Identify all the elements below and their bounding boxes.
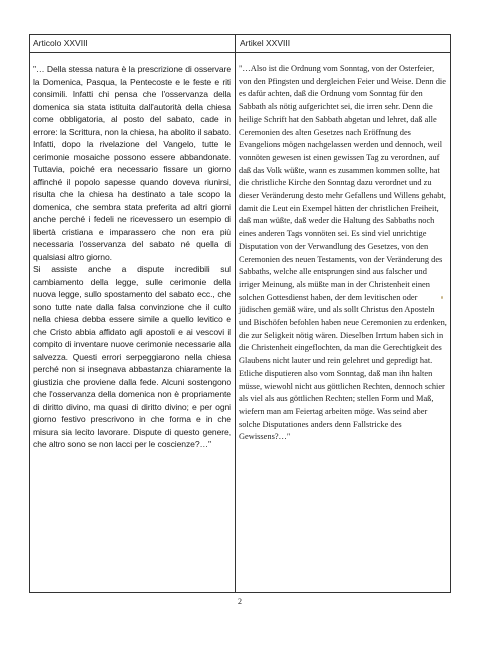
german-heading: Artikel XXVIII (240, 38, 291, 48)
italian-heading: Articolo XXVIII (33, 38, 88, 48)
page-number: 2 (238, 597, 242, 606)
header-divider (30, 52, 450, 53)
italian-text: "… Della stessa natura è la prescrizione di osservare la Domenica, Pasqua, la Pentecoste e le feste e riti consimili. Infatti chi pensa che l'osservanza della domenica sia stata istituita dall'autorità della chiesa come obbligatoria, al posto del sabato, cade in errore: la Scrittura, non la chiesa, ha abolito il sabato. Infatti, dopo la rivelazione del Vangelo, tutte le cerimonie mosaiche possono essere abbandonate. Tuttavia, poiché era necessario fissare un giorno affinché il popolo sapesse quando doveva riunirsi, risulta che la chiesa ha destinato a tale scopo la domenica, che sembra stata preferita ad altri giorni anche perché i fedeli ne ricevessero un esempio di libertà cristiana e imparassero che non era più necessaria l'osservanza del sabato né quella di qualsiasi altro giorno. Si assiste anche a dispute incredibili sul cambiamento della legge, sulle cerimonie della nuova legge, sullo spostamento del sabato ecc., che sono tutte nate dalla falsa convinzione che il culto nella chiesa debba essere simile a quello levitico e che Cristo abbia affidato agli apostoli e ai vescovi il compito di inventare nuove cerimonie necessarie alla salvezza. Questi errori serpeggiarono nella chiesa perché non si insegnava abbastanza chiaramente la giustizia che proviene dalla fede. Alcuni sostengono che l'osservanza della domenica non è propriamente di diritto divino, ma quasi di diritto divino; e per ogni giorno festivo prescrivono in che forma e in che misura sia lecito lavorare. Dispute di questo genere, che altro sono se non lacci per le coscienze?…" (33, 64, 231, 449)
paper-speck (441, 296, 443, 299)
column-divider (235, 35, 236, 592)
german-text: "…Also ist die Ordnung vom Sonntag, von der Osterfeier, von den Pfingsten und dergleichen Feier und Weise. Denn die es dafür achten, daß die Ordnung vom Sonntag für den Sabbath als nötig aufgerichtet sei, die irren sehr. Denn die heilige Schrift hat den Sabbath abgetan und lehret, daß alle Ceremonien des alten Gesetzes nach Eröffnung des Evangelions mögen nachgelassen werden und dennoch, weil vonnöten gewesen ist einen gewissen Tag zu verordnen, auf daß das Volk wüßte, wann es zusammen kommen sollte, hat die christliche Kirche den Sonntag dazu verordnet und zu dieser Veränderung desto mehr Gefallens und Willens gehabt, damit die Leut ein Exempel hätten der christlichen Freiheit, daß man wüßte, daß weder die Haltung des Sabbaths noch eines anderen Tags vonnöten sei. Es sind viel unrichtige Disputation von der Verwandlung des Gesetzes, von den Ceremonien des neuen Testaments, von der Veränderung des Sabbaths, welche alle entsprungen sind aus falscher und irriger Meinung, als müßte man in der Christenheit einen solchen Gottesdienst haben, der dem levitischen oder jüdischen gemäß wäre, und als sollt Christus den Aposteln und Bischöfen befohlen haben neue Ceremonien zu erdenken, die zur Seligkeit nötig wären. Dieselben Irrtum haben sich in die Christenheit eingeflochten, da man die Gerechtigkeit des Glaubens nicht lauter und rein gelehret und gepredigt hat. Etliche disputieren also vom Sonntag, daß man ihn halten müsse, wiewohl nicht aus göttlichen Rechten, dennoch schier als viel als aus göttlichen Rechten; stellen Form und Maß, wiefern man am Feiertag arbeiten möge. Was seind aber solche Disputationes anders denn Fallstricke des Gewissens?…" (239, 64, 447, 442)
comparison-table (29, 34, 451, 593)
